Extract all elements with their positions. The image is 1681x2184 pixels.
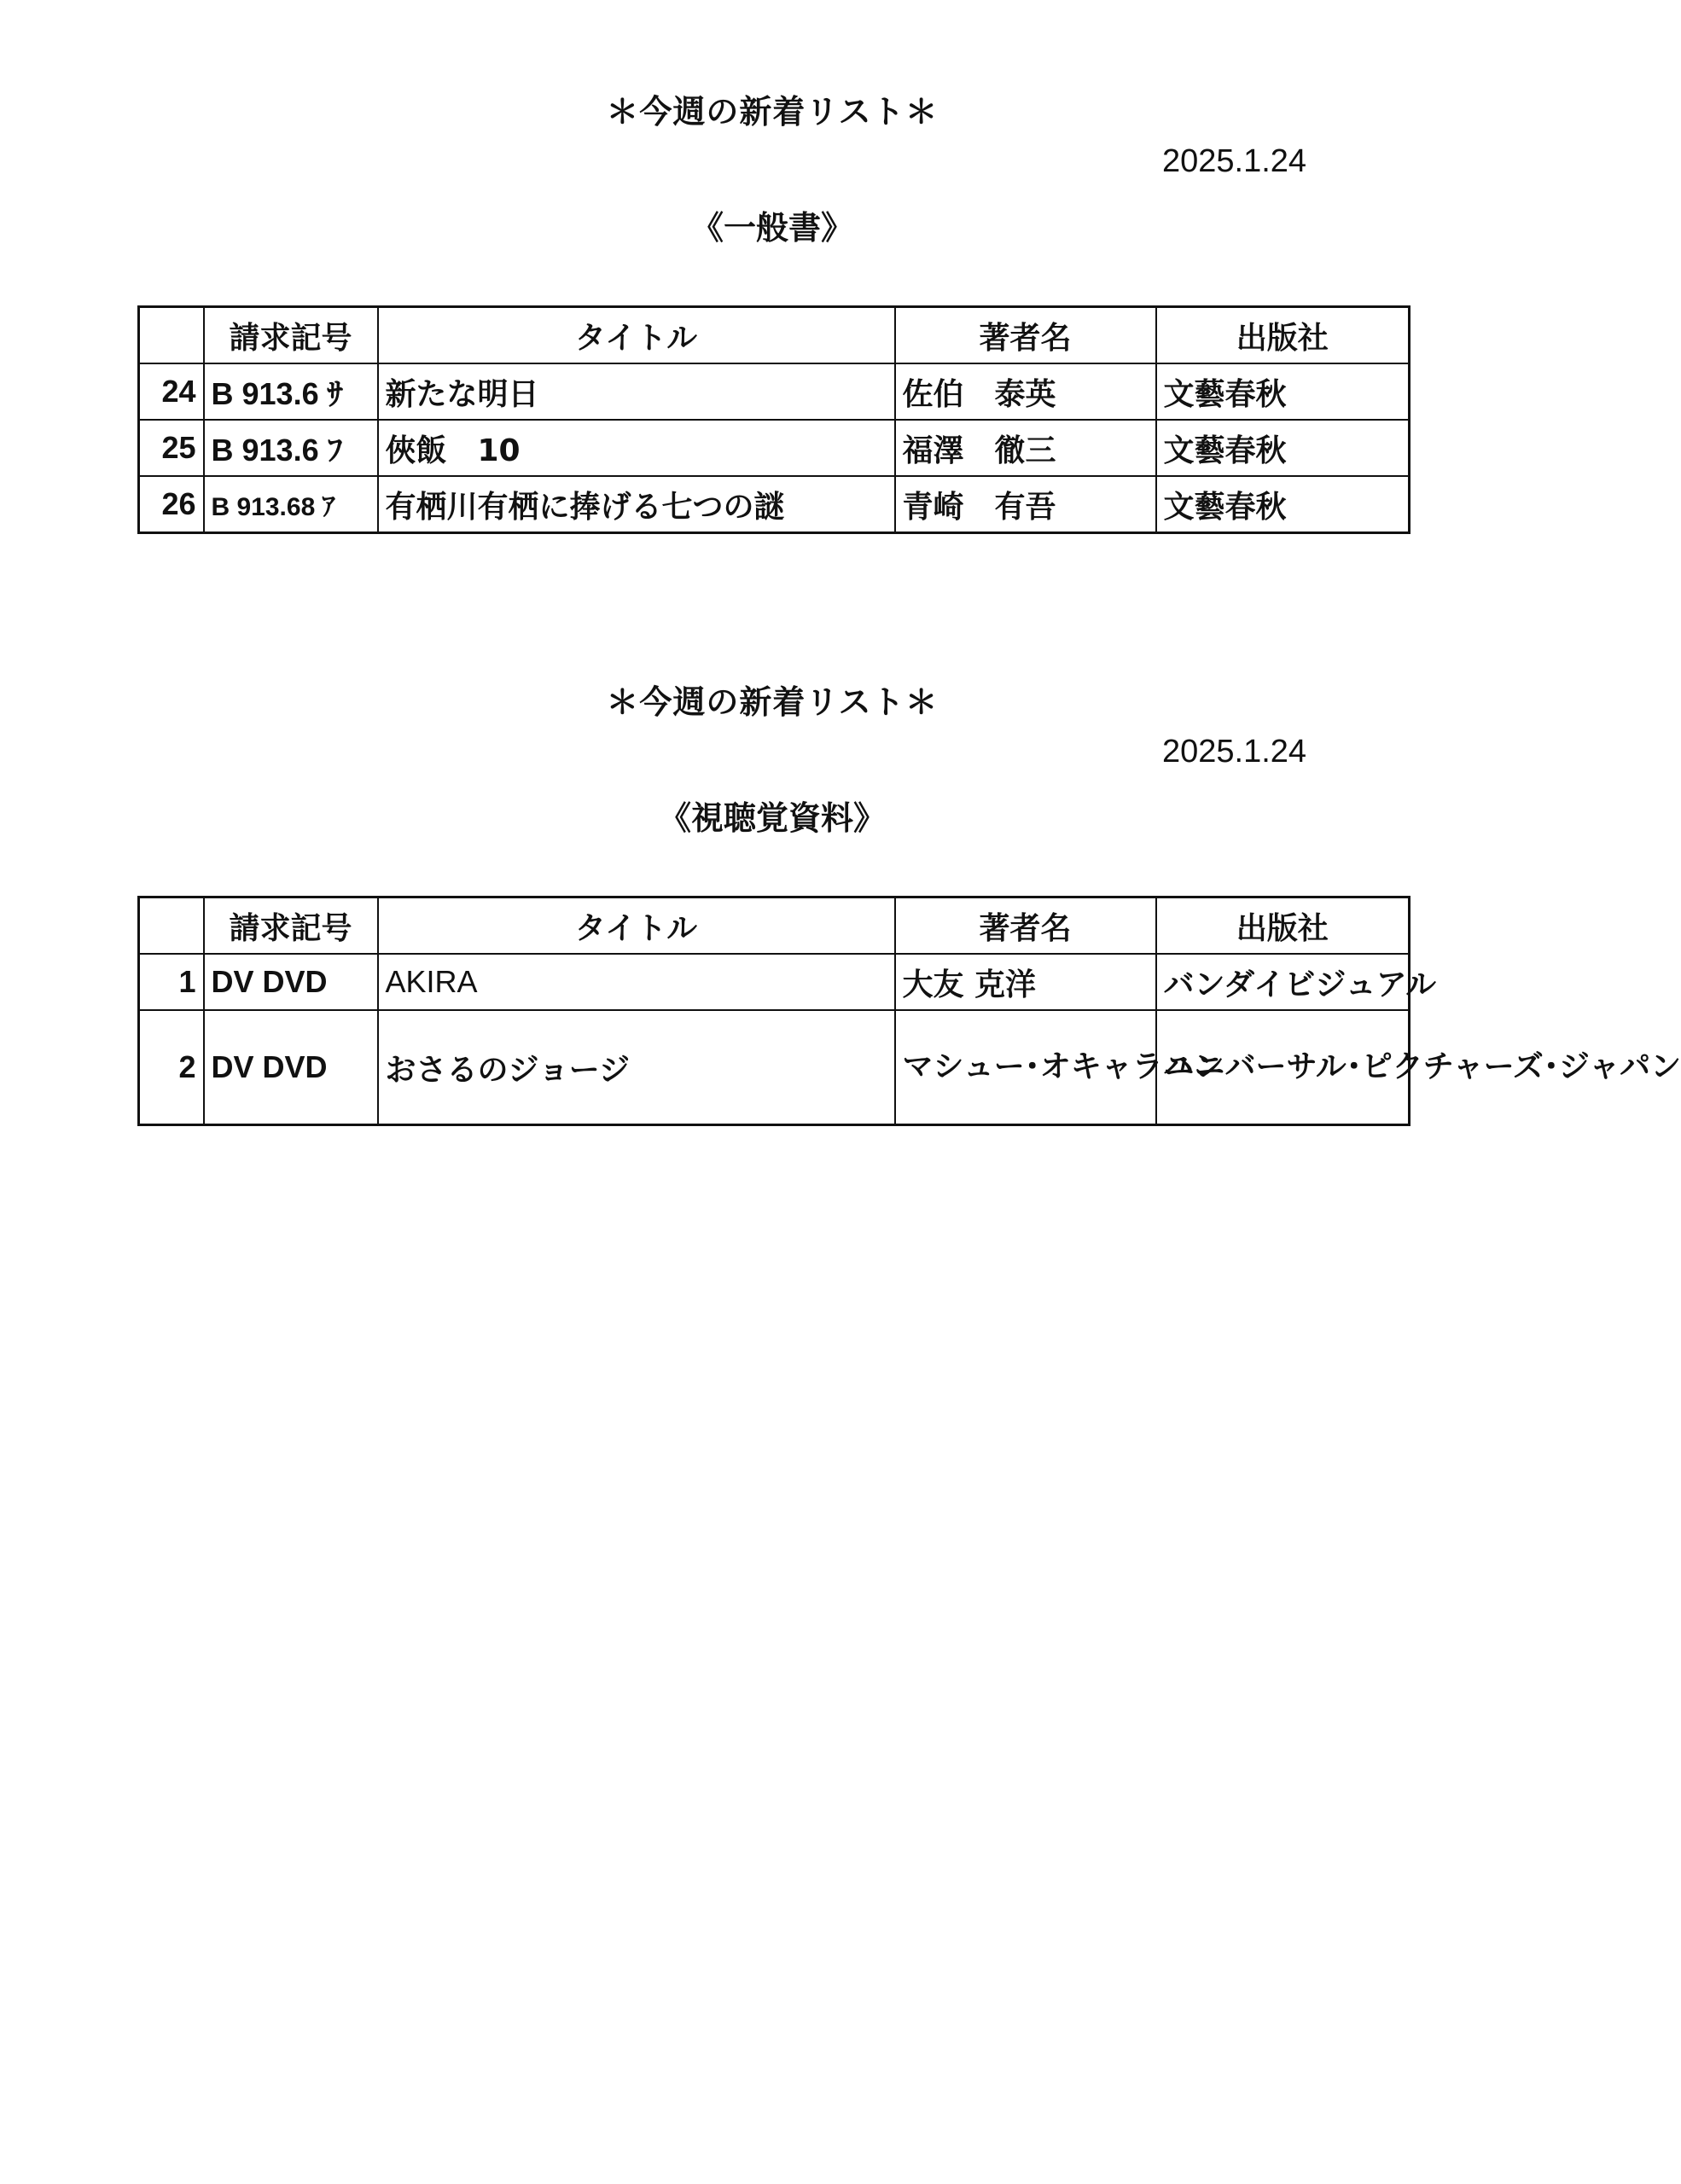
media-title: AKIRA: [378, 954, 895, 1010]
book-title: 俠飯 10: [378, 420, 895, 476]
call-number: B 913.68 ｱ: [204, 476, 378, 533]
list-date: 2025.1.24: [1162, 143, 1307, 179]
book-title: 有栖川有栖に捧げる七つの謎: [378, 476, 895, 533]
author-name: マシュー･オキャラハン: [895, 1010, 1156, 1125]
publisher-name: 文藝春秋: [1156, 363, 1410, 420]
publisher-name: 文藝春秋: [1156, 476, 1410, 533]
media-title: おさるのジョージ: [378, 1010, 895, 1125]
header-title: タイトル: [378, 307, 895, 364]
header-no: [139, 307, 204, 364]
header-call-number: 請求記号: [204, 897, 378, 955]
publisher-name: 文藝春秋: [1156, 420, 1410, 476]
header-title: タイトル: [378, 897, 895, 955]
list-title: ＊今週の新着リスト＊: [606, 93, 939, 131]
row-number: 26: [139, 476, 204, 533]
row-number: 2: [139, 1010, 204, 1125]
publisher-name: ユニバーサル･ピクチャーズ･ジャパン: [1156, 1010, 1410, 1125]
author-name: 青崎 有吾: [895, 476, 1156, 533]
table-row: [139, 954, 1410, 1010]
author-name: 佐伯 泰英: [895, 363, 1156, 420]
table-row: [139, 476, 1410, 533]
list-date: 2025.1.24: [1162, 734, 1307, 770]
header-author: 著者名: [895, 897, 1156, 955]
table-row: [139, 420, 1410, 476]
header-author: 著者名: [895, 307, 1156, 364]
row-number: 25: [139, 420, 204, 476]
header-no: [139, 897, 204, 955]
category-heading: 《一般書》: [690, 209, 853, 247]
call-number: DV DVD: [204, 1010, 378, 1125]
header-call-number: 請求記号: [204, 307, 378, 364]
call-number: DV DVD: [204, 954, 378, 1010]
row-number: 1: [139, 954, 204, 1010]
header-publisher: 出版社: [1156, 897, 1410, 955]
call-number: B 913.6 ﾌ: [204, 420, 378, 476]
header-publisher: 出版社: [1156, 307, 1410, 364]
author-name: 福澤 徹三: [895, 420, 1156, 476]
table-row: [139, 1010, 1410, 1125]
book-title: 新たな明日: [378, 363, 895, 420]
table-row: [139, 363, 1410, 420]
author-name: 大友 克洋: [895, 954, 1156, 1010]
general-books-table: [137, 305, 1411, 534]
list-title: ＊今週の新着リスト＊: [606, 683, 939, 721]
table-header-row: [139, 897, 1410, 955]
row-number: 24: [139, 363, 204, 420]
audiovisual-table: [137, 896, 1681, 1126]
publisher-name: バンダイビジュアル: [1156, 954, 1410, 1010]
table-header-row: [139, 307, 1410, 364]
category-heading: 《視聴覚資料》: [658, 799, 886, 837]
call-number: B 913.6 ｻ: [204, 363, 378, 420]
